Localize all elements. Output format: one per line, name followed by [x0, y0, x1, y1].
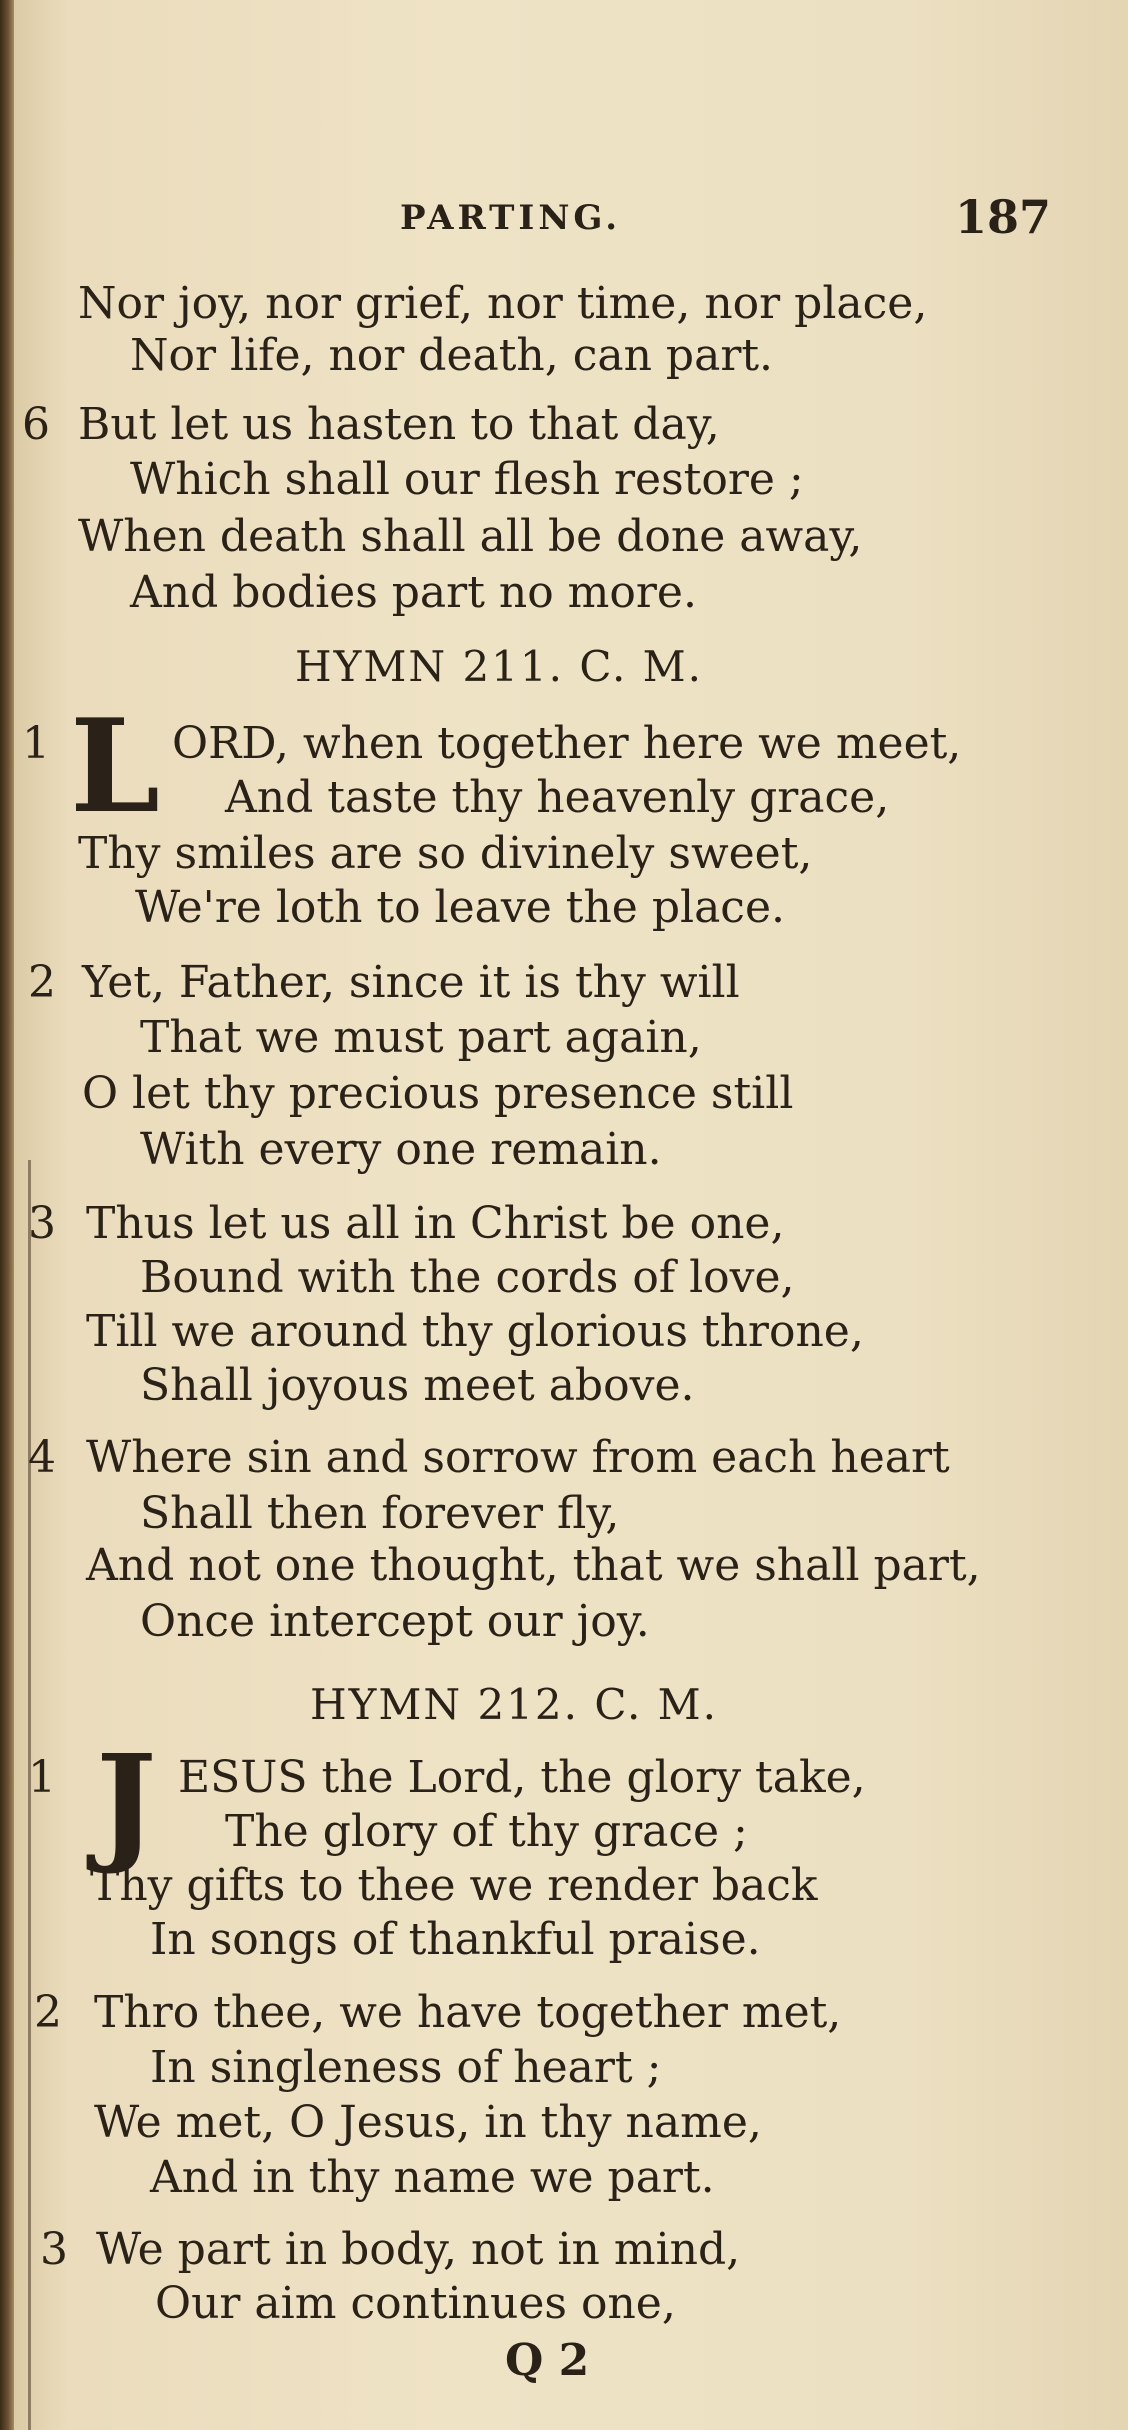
running-head: PARTING. [400, 198, 622, 238]
verse-line: We met, O Jesus, in thy name, [94, 2097, 762, 2148]
verse-line: Shall joyous meet above. [140, 1360, 695, 1411]
verse-line: But let us hasten to that day, [78, 399, 720, 450]
verse-line: O let thy precious presence still [82, 1068, 794, 1119]
verse-line: Thy smiles are so divinely sweet, [78, 828, 813, 879]
verse-line: With every one remain. [140, 1124, 662, 1175]
page-number: 187 [955, 190, 1052, 244]
verse-line: Where sin and sorrow from each heart [86, 1432, 950, 1483]
verse-number: 3 [28, 1198, 56, 1249]
hymn-212-title: HYMN 212. C. M. [310, 1680, 719, 1729]
drop-cap: L [70, 692, 160, 842]
verse-line: ORD, when together here we meet, [172, 718, 962, 769]
verse-line: The glory of thy grace ; [225, 1806, 748, 1857]
verse-line: Our aim continues one, [155, 2278, 676, 2329]
verse-line: Yet, Father, since it is thy will [82, 957, 740, 1008]
verse-line: Bound with the cords of love, [140, 1252, 795, 1303]
verse-line: And not one thought, that we shall part, [86, 1540, 981, 1591]
verse-line: When death shall all be done away, [78, 511, 863, 562]
signature-mark: Q 2 [505, 2335, 590, 2386]
verse-number: 3 [40, 2224, 68, 2275]
verse-line: Which shall our flesh restore ; [130, 454, 804, 505]
verse-line: We're loth to leave the place. [135, 882, 785, 933]
verse-line: Shall then forever fly, [140, 1488, 620, 1539]
verse-line: In songs of thankful praise. [150, 1914, 761, 1965]
verse-line: That we must part again, [140, 1012, 702, 1063]
verse-line: And bodies part no more. [130, 567, 697, 618]
stanza-number: 6 [22, 399, 50, 450]
book-binding [0, 0, 14, 2430]
verse-line: Thro thee, we have together met, [94, 1987, 842, 2038]
drop-cap: J [96, 1728, 157, 1878]
verse-number: 2 [28, 957, 56, 1008]
verse-line: Once intercept our joy. [140, 1596, 650, 1647]
verse-line: ESUS the Lord, the glory take, [178, 1752, 866, 1803]
verse-line: And taste thy heavenly grace, [225, 772, 890, 823]
verse-line: Thus let us all in Christ be one, [86, 1198, 785, 1249]
verse-line: Nor life, nor death, can part. [130, 330, 774, 381]
verse-number: 1 [22, 718, 50, 769]
verse-number: 2 [34, 1987, 62, 2038]
verse-line: In singleness of heart ; [150, 2042, 662, 2093]
hymn-211-title: HYMN 211. C. M. [295, 642, 704, 691]
verse-line: And in thy name we part. [150, 2152, 715, 2203]
verse-line: Till we around thy glorious throne, [86, 1306, 864, 1357]
verse-line: We part in body, not in mind, [96, 2224, 741, 2275]
verse-line: Nor joy, nor grief, nor time, nor place, [78, 278, 928, 329]
verse-number: 1 [28, 1752, 56, 1803]
page-header [0, 190, 1128, 250]
verse-line: Thy gifts to thee we render back [90, 1860, 818, 1911]
verse-number: 4 [28, 1432, 56, 1483]
